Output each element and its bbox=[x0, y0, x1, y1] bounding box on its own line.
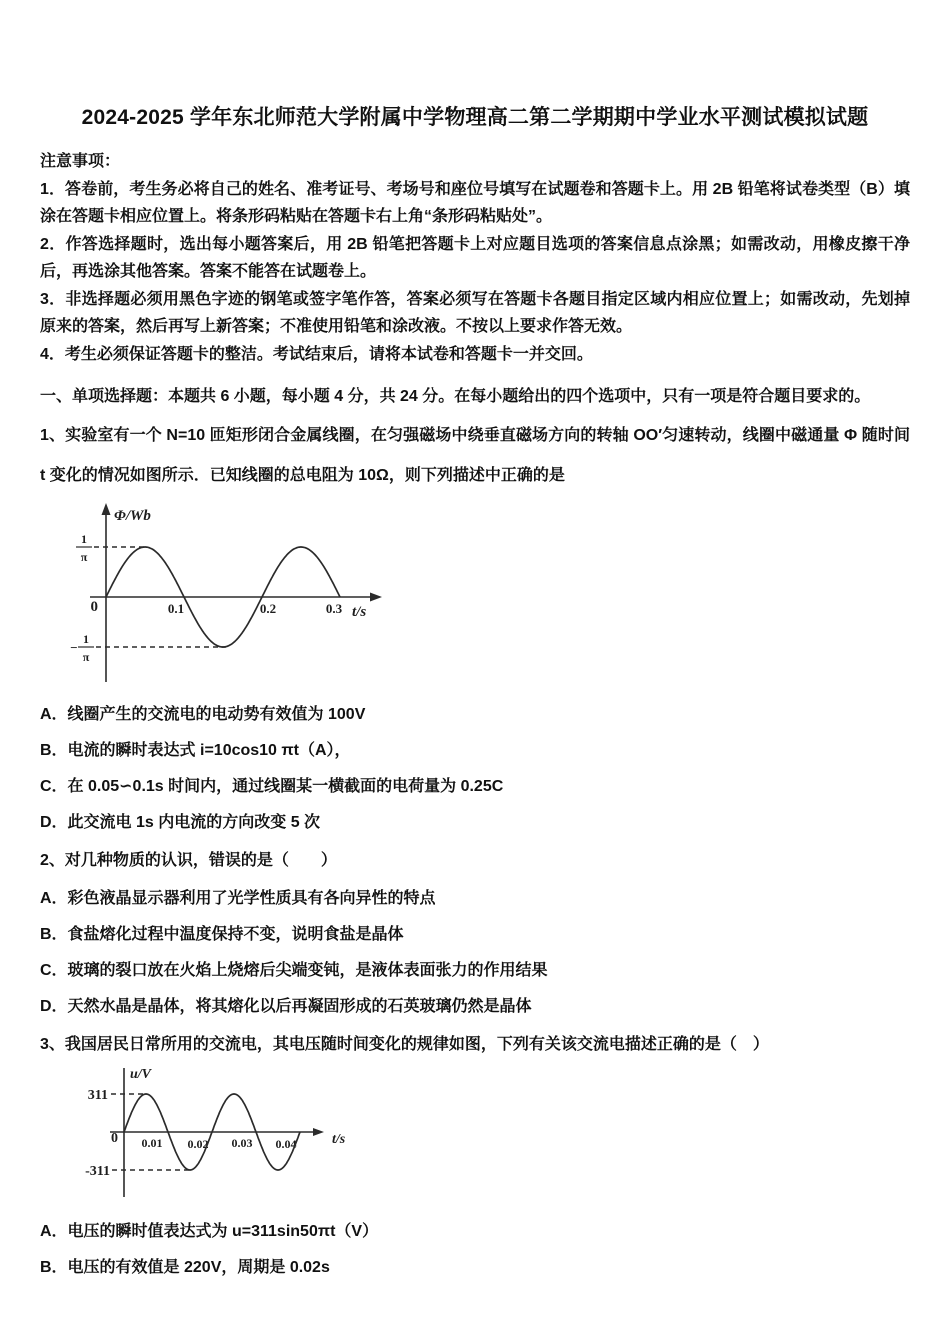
question-3-options bbox=[40, 1221, 910, 1279]
question-2-option-a: A．彩色液晶显示器利用了光学性质具有各向异性的特点 bbox=[40, 890, 436, 907]
flux-graph-svg bbox=[64, 500, 444, 685]
q1-flux-time-graph bbox=[64, 500, 910, 690]
question-1-option-d: D．此交流电 1s 内电流的方向改变 5 次 bbox=[40, 814, 321, 831]
y-max-denominator: π bbox=[80, 550, 88, 564]
y-min-numerator: 1 bbox=[83, 632, 89, 646]
question-3-option-a: A．电压的瞬时值表达式为 u=311sin50πt（V） bbox=[40, 1223, 379, 1240]
notice-item-1: 1．答卷前，考生务必将自己的姓名、准考证号、考场号和座位号填写在试题卷和答题卡上。用 2B 铅笔将试卷类型（B）填涂在答题卡相应位置上。将条形码粘贴在答题卡右上角“条形码粘贴处”。 bbox=[40, 180, 910, 225]
x-axis-label: t/s bbox=[332, 1132, 346, 1147]
question-3 bbox=[40, 1032, 910, 1279]
question-3-option-b: B．电压的有效值是 220V，周期是 0.02s bbox=[40, 1259, 330, 1276]
question-2-options bbox=[40, 888, 910, 1018]
notice-item-3: 3．非选择题必须用黑色字迹的钢笔或签字笔作答，答案必须写在答题卡各题目指定区域内相应位置上；如需改动，先划掉原来的答案，然后再写上新答案；不准使用铅笔和涂改液。不按以上要求作答无效。 bbox=[40, 290, 910, 335]
notice-item-2: 2．作答选择题时，选出每小题答案后，用 2B 铅笔把答题卡上对应题目选项的答案信息点涂黑；如需改动，用橡皮擦干净后，再选涂其他答案。答案不能答在试题卷上。 bbox=[40, 235, 910, 280]
q3-voltage-time-graph bbox=[64, 1062, 910, 1207]
voltage-graph-svg bbox=[64, 1062, 404, 1202]
origin-label: 0 bbox=[111, 1131, 118, 1146]
question-1-options bbox=[40, 704, 910, 834]
page-title: 2024-2025 学年东北师范大学附属中学物理高二第二学期期中学业水平测试模拟试题 bbox=[81, 106, 869, 129]
section-header: 一、单项选择题：本题共 6 小题，每小题 4 分，共 24 分。在每小题给出的四个选项中，只有一项是符合题目要求的。 bbox=[40, 388, 871, 405]
y-axis-label: Φ/Wb bbox=[114, 508, 151, 524]
y-axis-label: u/V bbox=[130, 1067, 152, 1082]
y-max-numerator: 1 bbox=[81, 532, 87, 546]
question-2-stem: 2、对几种物质的认识，错误的是（ ） bbox=[40, 852, 337, 869]
question-1-option-c: C．在 0.05∽0.1s 时间内，通过线圈某一横截面的电荷量为 0.25C bbox=[40, 778, 504, 795]
y-min-sign: − bbox=[70, 640, 78, 655]
question-2-option-c: C．玻璃的裂口放在火焰上烧熔后尖端变钝，是液体表面张力的作用结果 bbox=[40, 962, 548, 979]
question-2-option-b: B．食盐熔化过程中温度保持不变，说明食盐是晶体 bbox=[40, 926, 404, 943]
x-axis-arrow-icon bbox=[313, 1128, 324, 1136]
question-2-option-d: D．天然水晶是晶体，将其熔化以后再凝固形成的石英玻璃仍然是晶体 bbox=[40, 998, 532, 1015]
y-min-denominator: π bbox=[82, 650, 90, 664]
x-axis-arrow-icon bbox=[370, 593, 382, 602]
x-axis-label: t/s bbox=[352, 604, 367, 620]
x-tick-0.04: 0.04 bbox=[275, 1137, 297, 1151]
question-1 bbox=[40, 416, 910, 834]
x-tick-0.03: 0.03 bbox=[231, 1136, 253, 1150]
notice-item-4: 4．考生必须保证答题卡的整洁。考试结束后，请将本试卷和答题卡一并交回。 bbox=[40, 345, 593, 363]
notice-section bbox=[40, 148, 910, 368]
y-axis-arrow-icon bbox=[102, 503, 111, 515]
y-max-label: 311 bbox=[87, 1088, 108, 1103]
x-tick-0.3: 0.3 bbox=[325, 601, 343, 616]
question-2 bbox=[40, 848, 910, 1018]
notice-heading: 注意事项： bbox=[40, 153, 121, 170]
x-tick-0.01: 0.01 bbox=[141, 1136, 163, 1150]
question-3-stem: 3、我国居民日常所用的交流电，其电压随时间变化的规律如图，下列有关该交流电描述正确的是（ ） bbox=[40, 1036, 769, 1053]
origin-label: 0 bbox=[90, 599, 98, 615]
y-min-label: -311 bbox=[85, 1164, 110, 1179]
question-1-option-b: B．电流的瞬时表达式 i=10cos10 πt（A）， bbox=[40, 742, 351, 759]
question-1-option-a: A．线圈产生的交流电的电动势有效值为 100V bbox=[40, 706, 366, 723]
x-tick-0.02: 0.02 bbox=[187, 1137, 209, 1151]
x-tick-0.2: 0.2 bbox=[259, 601, 277, 616]
x-tick-0.1: 0.1 bbox=[167, 601, 185, 616]
question-1-stem: 1、实验室有一个 N=10 匝矩形闭合金属线圈，在匀强磁场中绕垂直磁场方向的转轴 OO′匀速转动，线圈中磁通量 Φ 随时间 t 变化的情况如图所示．已知线圈的总电阻为 10Ω，则下列描述中正确的是 bbox=[40, 427, 910, 484]
